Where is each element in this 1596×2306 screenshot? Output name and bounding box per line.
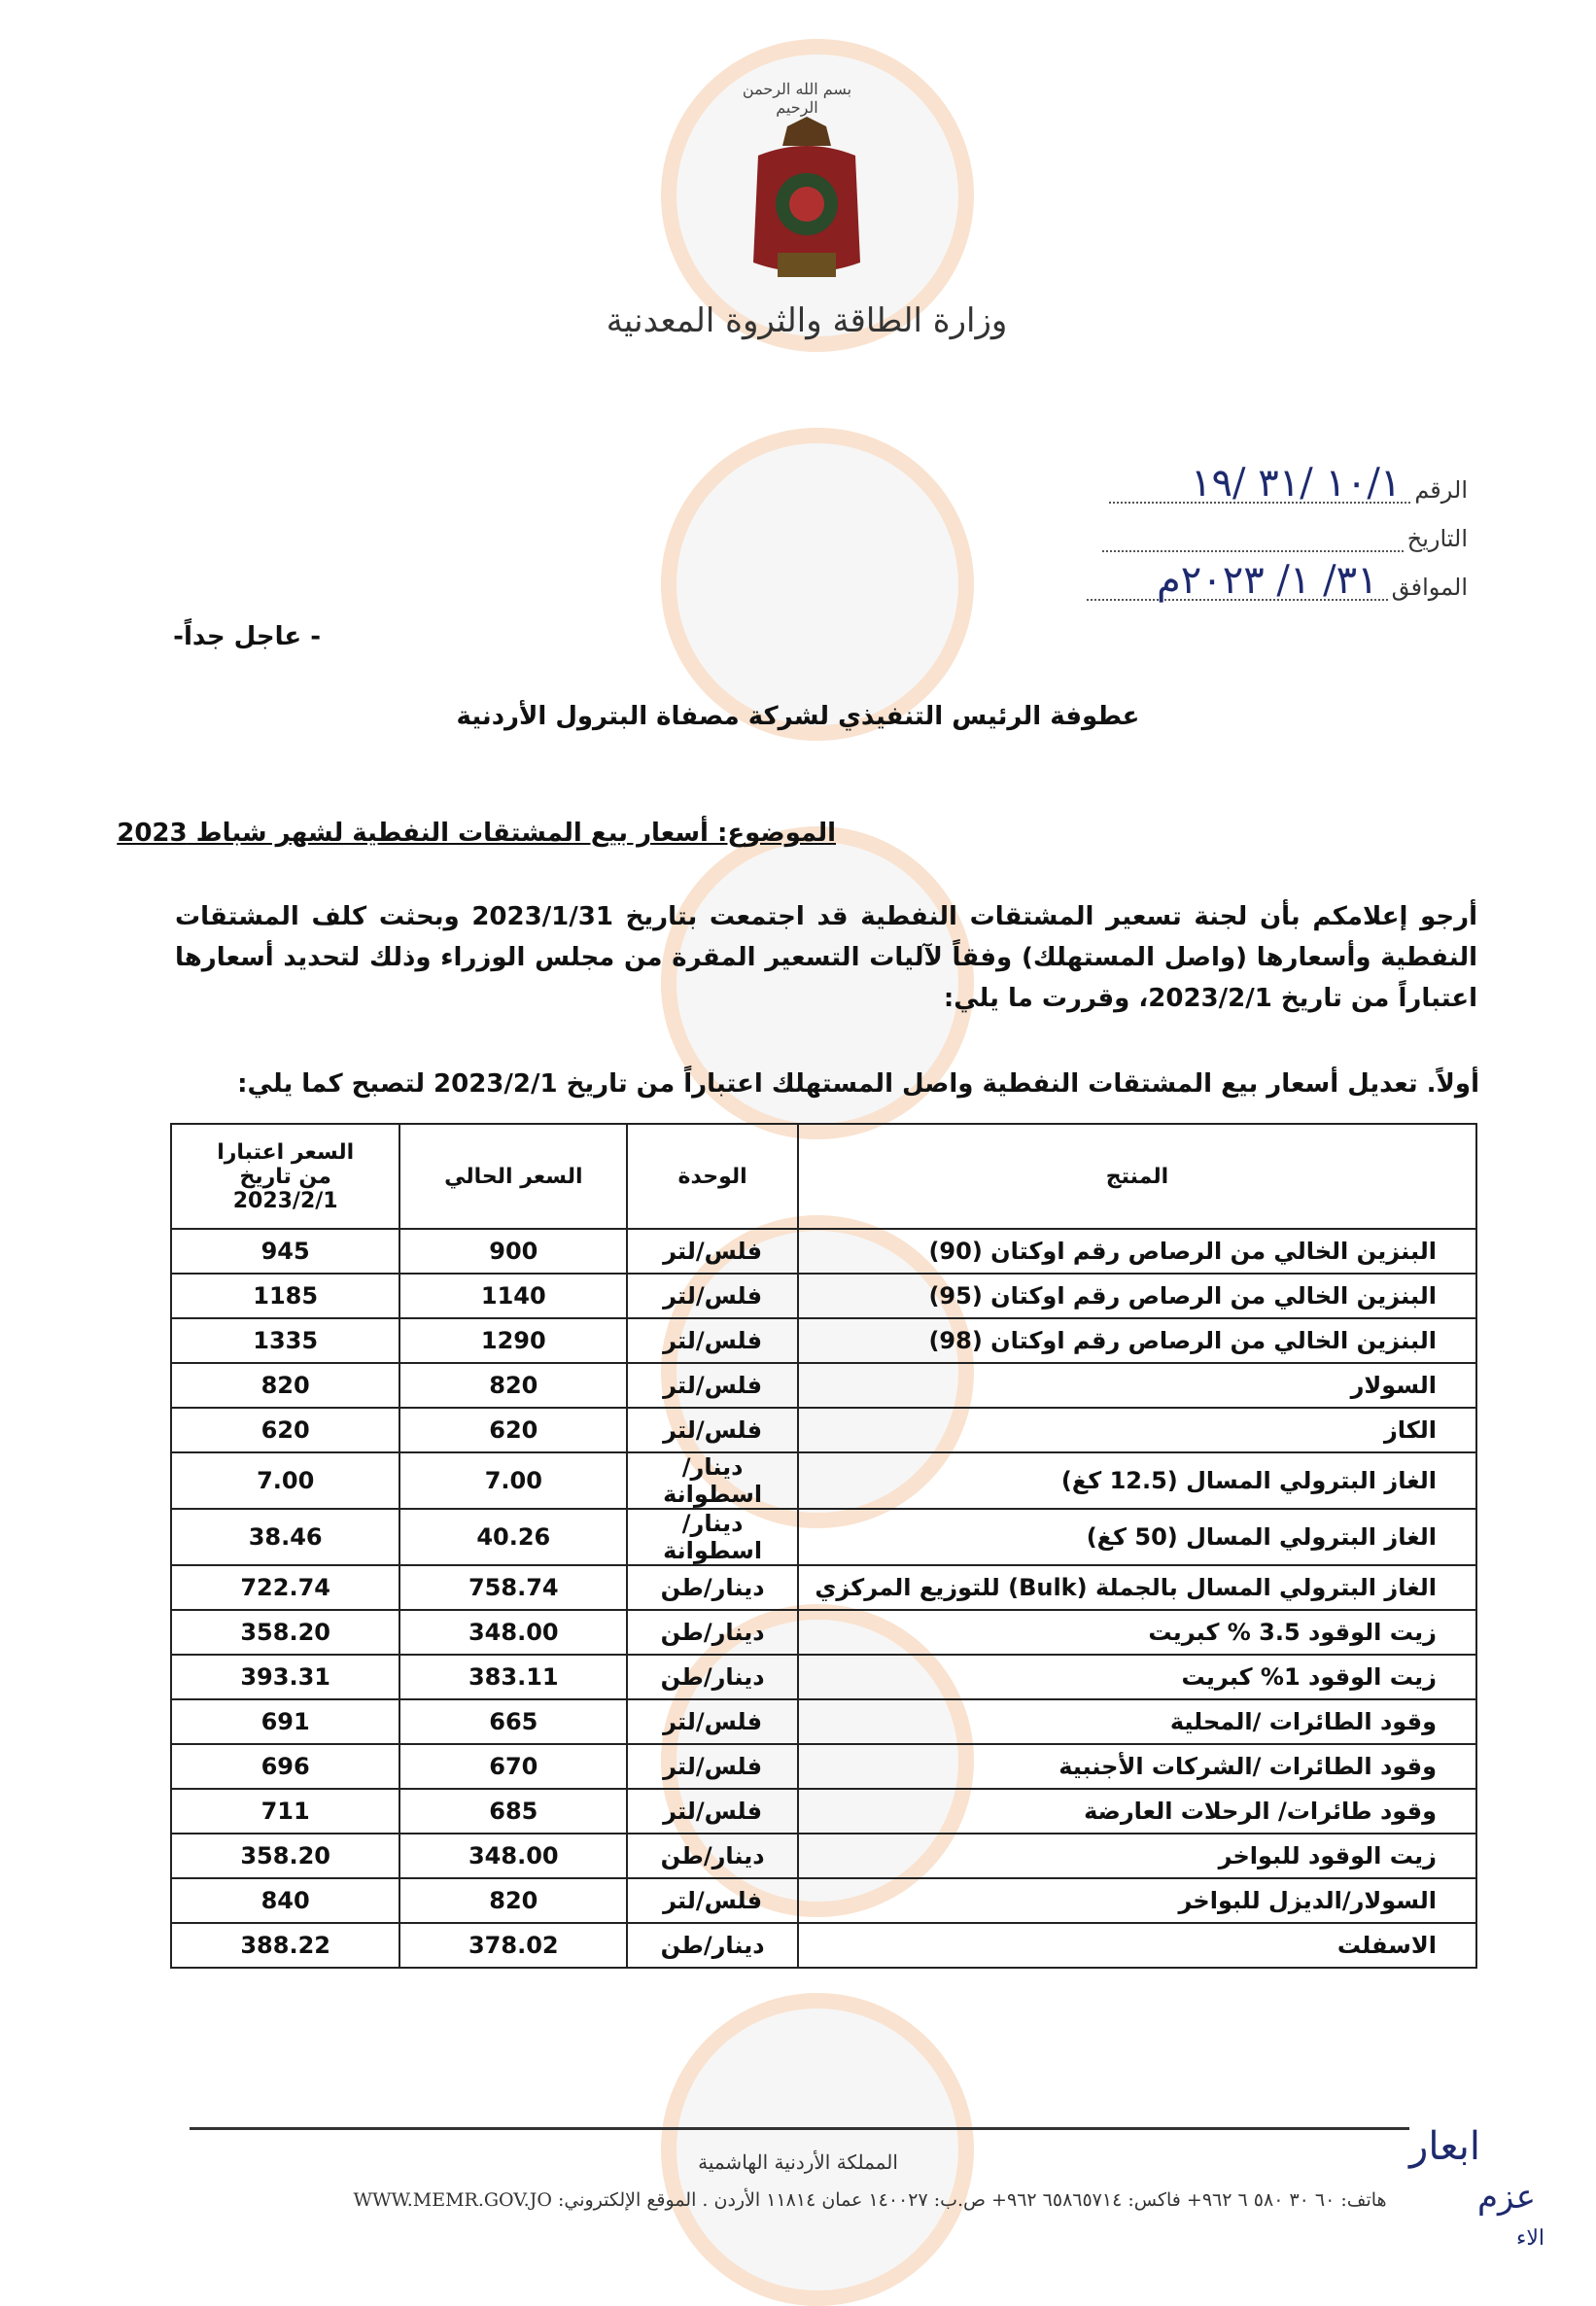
footer-contact: هاتف: ٦٠ ٣٠ ٥٨٠ ٦ ٩٦٢+ فاكس: ٦٥٨٦٥٧١٤ ٩٦٢+ ص.ب: ١٤٠٠٢٧ عمان ١١٨١٤ الأردن . الموقع الإلكتروني: WWW.MEMR.GOV.JO <box>353 2189 1387 2211</box>
product-cell: الغاز البترولي المسال بالجملة (Bulk) للتوزيع المركزي <box>798 1565 1476 1610</box>
current-price-cell: 40.26 <box>399 1509 627 1565</box>
product-cell: زيت الوقود 3.5 % كبريت <box>798 1610 1476 1655</box>
product-cell: الغاز البترولي المسال (12.5 كغ) <box>798 1452 1476 1509</box>
table-row <box>171 1834 1476 1878</box>
current-price-cell: 7.00 <box>399 1452 627 1509</box>
new-price-cell: 711 <box>171 1789 399 1834</box>
current-price-cell: 1290 <box>399 1318 627 1363</box>
product-cell: وقود الطائرات /المحلية <box>798 1699 1476 1744</box>
product-cell: الكاز <box>798 1408 1476 1452</box>
new-price-cell: 358.20 <box>171 1834 399 1878</box>
table-row <box>171 1229 1476 1274</box>
product-cell: الغاز البترولي المسال (50 كغ) <box>798 1509 1476 1565</box>
product-cell: البنزين الخالي من الرصاص رقم اوكتان (98) <box>798 1318 1476 1363</box>
current-price-cell: 348.00 <box>399 1610 627 1655</box>
current-price-cell: 620 <box>399 1408 627 1452</box>
table-row <box>171 1408 1476 1452</box>
reference-number-label: الرقم <box>1414 476 1468 504</box>
product-cell: وقود طائرات/ الرحلات العارضة <box>798 1789 1476 1834</box>
new-price-cell: 722.74 <box>171 1565 399 1610</box>
table-row <box>171 1699 1476 1744</box>
product-cell: السولار/الديزل للبواخر <box>798 1878 1476 1923</box>
table-row <box>171 1509 1476 1565</box>
unit-cell: دينار/طن <box>627 1655 798 1699</box>
unit-cell: فلس/لتر <box>627 1229 798 1274</box>
unit-cell: دينار/اسطوانة <box>627 1452 798 1509</box>
corresponding-date-row <box>1087 558 1468 603</box>
unit-cell: فلس/لتر <box>627 1408 798 1452</box>
product-cell: زيت الوقود 1% كبريت <box>798 1655 1476 1699</box>
current-price-cell: 665 <box>399 1699 627 1744</box>
handwritten-note-1: ابعار <box>1409 2124 1481 2169</box>
watermark-clock <box>661 1993 974 2306</box>
new-price-cell: 840 <box>171 1878 399 1923</box>
product-cell: زيت الوقود للبواخر <box>798 1834 1476 1878</box>
coat-of-arms-logo <box>739 117 875 292</box>
current-price-cell: 820 <box>399 1363 627 1408</box>
product-cell: الاسفلت <box>798 1923 1476 1968</box>
table-header-row <box>171 1124 1476 1229</box>
header-new-price: السعر اعتبارا من تاريخ 2023/2/1 <box>171 1124 399 1229</box>
table-row <box>171 1274 1476 1318</box>
footer-kingdom: المملكة الأردنية الهاشمية <box>698 2150 898 2174</box>
corresponding-label: الموافق <box>1391 574 1468 601</box>
header-current-price: السعر الحالي <box>399 1124 627 1229</box>
current-price-cell: 758.74 <box>399 1565 627 1610</box>
basmala: بسم الله الرحمن الرحيم <box>742 80 852 117</box>
table-row <box>171 1452 1476 1509</box>
table-row <box>171 1565 1476 1610</box>
product-cell: البنزين الخالي من الرصاص رقم اوكتان (95) <box>798 1274 1476 1318</box>
table-row <box>171 1878 1476 1923</box>
watermark-clock <box>661 428 974 741</box>
table-row <box>171 1318 1476 1363</box>
table-row <box>171 1610 1476 1655</box>
new-price-cell: 393.31 <box>171 1655 399 1699</box>
current-price-cell: 820 <box>399 1878 627 1923</box>
unit-cell: فلس/لتر <box>627 1744 798 1789</box>
new-price-cell: 38.46 <box>171 1509 399 1565</box>
date-label: التاريخ <box>1406 525 1468 552</box>
new-price-cell: 945 <box>171 1229 399 1274</box>
unit-cell: دينار/طن <box>627 1565 798 1610</box>
current-price-cell: 1140 <box>399 1274 627 1318</box>
current-price-cell: 670 <box>399 1744 627 1789</box>
new-price-cell: 7.00 <box>171 1452 399 1509</box>
unit-cell: دينار/طن <box>627 1610 798 1655</box>
unit-cell: فلس/لتر <box>627 1363 798 1408</box>
new-price-cell: 691 <box>171 1699 399 1744</box>
product-cell: وقود الطائرات /الشركات الأجنبية <box>798 1744 1476 1789</box>
header-unit: الوحدة <box>627 1124 798 1229</box>
current-price-cell: 685 <box>399 1789 627 1834</box>
subject: الموضوع: أسعار بيع المشتقات النفطية لشهر شباط 2023 <box>117 819 836 848</box>
new-price-cell: 1335 <box>171 1318 399 1363</box>
table-row <box>171 1363 1476 1408</box>
unit-cell: فلس/لتر <box>627 1318 798 1363</box>
first-clause: أولاً. تعديل أسعار بيع المشتقات النفطية واصل المستهلك اعتباراً من تاريخ 2023/2/1 لتصبح كما يلي: <box>237 1069 1479 1099</box>
addressee: عطوفة الرئيس التنفيذي لشركة مصفاة البترول الأردنية <box>456 702 1140 731</box>
product-cell: البنزين الخالي من الرصاص رقم اوكتان (90) <box>798 1229 1476 1274</box>
unit-cell: دينار/طن <box>627 1923 798 1968</box>
prices-table <box>170 1123 1477 1969</box>
handwritten-note-2: عزم <box>1477 2178 1537 2217</box>
new-price-cell: 358.20 <box>171 1610 399 1655</box>
current-price-cell: 900 <box>399 1229 627 1274</box>
current-price-cell: 348.00 <box>399 1834 627 1878</box>
unit-cell: دينار/طن <box>627 1834 798 1878</box>
date-row <box>1102 523 1468 552</box>
header-product: المنتج <box>798 1124 1476 1229</box>
corresponding-date-value: ٣١/ ١/ ٢٠٢٣م <box>1157 558 1378 603</box>
table-row <box>171 1744 1476 1789</box>
unit-cell: فلس/لتر <box>627 1878 798 1923</box>
urgent-label: - عاجل جداً- <box>173 622 321 651</box>
reference-number-value: ١٠/١ /٣١ /١٩ <box>1191 461 1402 506</box>
new-price-cell: 388.22 <box>171 1923 399 1968</box>
reference-number-row <box>1109 461 1468 506</box>
ministry-name: وزارة الطاقة والثروة المعدنية <box>606 301 1008 340</box>
table-row <box>171 1655 1476 1699</box>
unit-cell: فلس/لتر <box>627 1699 798 1744</box>
product-cell: السولار <box>798 1363 1476 1408</box>
body-paragraph: أرجو إعلامكم بأن لجنة تسعير المشتقات النفطية قد اجتمعت بتاريخ 2023/1/31 وبحثت كلف المشتقات النفطية وأسعارها (واصل المستهلك) وفقاً لآليات التسعير المقرة من مجلس الوزراء وذلك لتحديد أسعارها اعتباراً من تاريخ 2023/2/1، وقررت ما يلي: <box>175 902 1477 1013</box>
table-row <box>171 1923 1476 1968</box>
footer-divider <box>190 2127 1409 2130</box>
unit-cell: دينار/اسطوانة <box>627 1509 798 1565</box>
new-price-cell: 820 <box>171 1363 399 1408</box>
unit-cell: فلس/لتر <box>627 1274 798 1318</box>
new-price-cell: 1185 <box>171 1274 399 1318</box>
table-row <box>171 1789 1476 1834</box>
new-price-cell: 620 <box>171 1408 399 1452</box>
current-price-cell: 378.02 <box>399 1923 627 1968</box>
unit-cell: فلس/لتر <box>627 1789 798 1834</box>
handwritten-note-3: الاء <box>1516 2226 1545 2251</box>
current-price-cell: 383.11 <box>399 1655 627 1699</box>
new-price-cell: 696 <box>171 1744 399 1789</box>
